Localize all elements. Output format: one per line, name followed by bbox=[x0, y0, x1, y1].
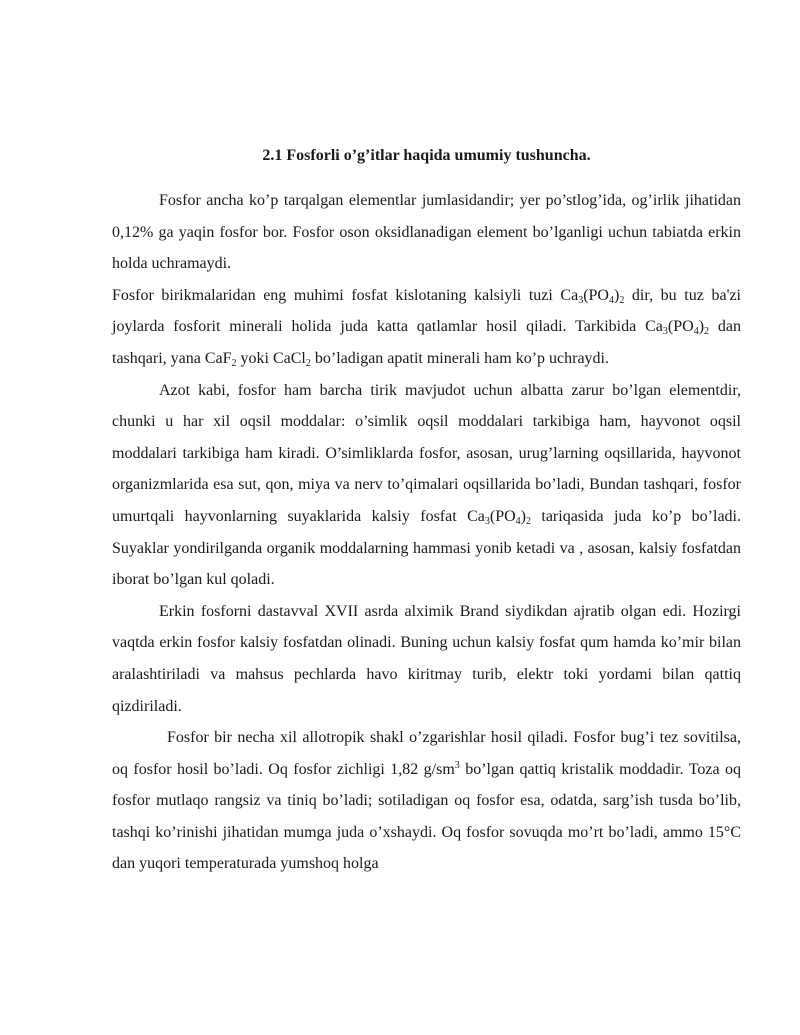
p5-sup: 3 bbox=[454, 759, 460, 771]
section-title: 2.1 Fosforli o’g’itlar haqida umumiy tushuncha. bbox=[262, 147, 591, 164]
p2-sub: 4 bbox=[608, 294, 614, 306]
p2-text: ) bbox=[698, 318, 705, 336]
p3-sub: 2 bbox=[525, 515, 531, 527]
paragraph-1: Fosfor ancha ko’p tarqalgan elementlar jumlasidandir; yer po’stlog’ida, og’irlik jihatidan 0,12% ga yaqin fosfor bor. Fosfor oson oksidlanadigan element bo’lganligi uchun tabiatda erkin holda uchramaydi. bbox=[112, 192, 741, 273]
paragraph-4: Erkin fosforni dastavval XVII asrda alximik Brand siydikdan ajratib olgan edi. Hozirgi vaqtda erkin fosfor kalsiy fosfatdan olinadi. Buning uchun kalsiy fosfat qum hamda ko’mir bilan aralashtiriladi va mahsus pechlarda havo kiritmay turib, elektr toki yordami bilan qattiq qizdiriladi. bbox=[112, 602, 741, 715]
paragraph-3 bbox=[112, 375, 741, 596]
paragraph-2 bbox=[112, 280, 741, 375]
p2-sub: 2 bbox=[704, 326, 710, 338]
p2-text: (PO bbox=[583, 286, 609, 304]
p2-text: (PO bbox=[667, 318, 694, 336]
p3-text: (PO bbox=[489, 507, 516, 525]
document-page bbox=[112, 145, 741, 880]
p5-text: Fosfor bir necha xil allotropik shakl o’zgarishlar hosil qiladi. Fosfor bug’i tez sovitilsa, oq fosfor hosil bo’ladi. Oq fosfor zichligi 1,82 g/sm bbox=[112, 729, 741, 778]
p2-text: Fosfor birikmalaridan eng muhimi fosfat kislotaning kalsiyli tuzi Ca bbox=[112, 286, 579, 304]
p2-text: yoki CaCl bbox=[236, 349, 306, 367]
p3-sub: 3 bbox=[484, 515, 490, 527]
p2-sub: 2 bbox=[231, 357, 237, 369]
paragraph-5 bbox=[112, 722, 741, 880]
p2-text: bo’ladigan apatit minerali ham ko’p uchraydi. bbox=[310, 349, 609, 367]
p3-text: tariqasida juda ko’p bo’ladi. Suyaklar yondirilganda organik moddalarning hammasi yonib ketadi va , asosan, kalsiy fosfatdan iborat bo’lgan kul qoladi. bbox=[112, 507, 741, 589]
p2-sub: 3 bbox=[578, 294, 584, 306]
p2-text: dan tashqari, yana CaF bbox=[112, 318, 742, 367]
p2-sub: 2 bbox=[619, 294, 625, 306]
p3-text: ) bbox=[520, 507, 526, 525]
p3-text: Azot kabi, fosfor ham barcha tirik mavjudot uchun albatta zarur bo’lgan elementdir, chunki u har xil oqsil moddalar: o’simlik oqsil moddalari tarkibiga ham, hayvonot oqsil moddalari tarkibiga ham kiradi. O’simliklarda fosfor, asosan, urug’larning oqsillarida, hayvonot organizmlarida esa sut, qon, miya va nerv to’qimalari oqsillarida bo’ladi, Bundan tashqari, fosfor umurtqali hayvonlarning suyaklarida kalsiy fosfat Ca bbox=[112, 381, 741, 525]
p2-text: dir, bu tuz ba'zi joylarda fosforit minerali holida juda katta qatlamlar hosil qiladi. Tarkibida Ca bbox=[112, 286, 741, 336]
p5-text: bo’lgan qattiq kristalik moddadir. Toza oq fosfor mutlaqo rangsiz va tiniq bo’ladi; sotiladigan oq fosfor esa, odatda, sarg’ish tusda bo’lib, tashqi ko’rinishi jihatidan mumga juda o’xshaydi. Oq fosfor sovuqda mo’rt bo’ladi, ammo 15°C dan yuqori temperaturada yumshoq holga bbox=[112, 760, 742, 873]
p2-text: ) bbox=[613, 286, 620, 304]
p3-sub: 4 bbox=[515, 515, 521, 527]
p2-sub: 4 bbox=[693, 326, 699, 338]
p2-sub: 3 bbox=[662, 326, 668, 338]
p2-sub: 2 bbox=[305, 357, 311, 369]
